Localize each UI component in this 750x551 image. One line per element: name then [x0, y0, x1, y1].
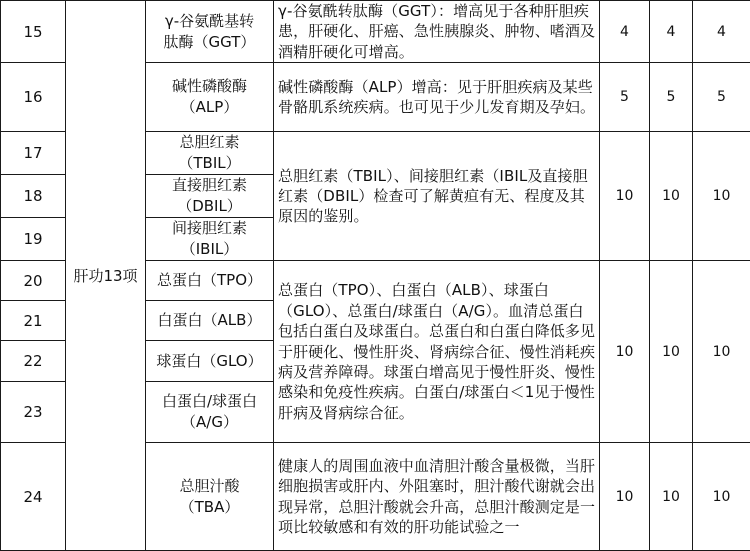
item-description: 总胆红素（TBIL）、间接胆红素（IBIL及直接胆红素（DBIL）检查可了解黄疸有无、程度及其原因的鉴别。 — [274, 132, 600, 261]
row-number: 15 — [1, 1, 66, 63]
item-name: 总胆汁酸 （TBA） — [146, 443, 274, 551]
score-cell: 5 — [693, 63, 750, 132]
row-number: 23 — [1, 382, 66, 443]
score-cell: 10 — [600, 261, 650, 443]
score-cell: 10 — [650, 132, 693, 261]
item-name: γ-谷氨酰基转 肽酶（GGT） — [146, 1, 274, 63]
item-name: 球蛋白（GLO） — [146, 341, 274, 382]
item-name: 白蛋白（ALB） — [146, 301, 274, 341]
row-number: 17 — [1, 132, 66, 175]
item-name: 白蛋白/球蛋白 （A/G） — [146, 382, 274, 443]
item-description: 总蛋白（TPO）、白蛋白（ALB）、球蛋白（GLO）、总蛋白/球蛋白（A/G）。血清总蛋白包括白蛋白及球蛋白。总蛋白和白蛋白降低多见于肝硬化、慢性肝炎、肾病综合征、慢性消耗疾病及营养障碍。球蛋白增高见于慢性肝炎、慢性感染和免疫性疾病。白蛋白/球蛋白＜1见于慢性肝病及肾病综合征。 — [274, 261, 600, 443]
table-row — [1, 1, 750, 63]
score-cell: 10 — [650, 443, 693, 551]
item-name: 总蛋白（TPO） — [146, 261, 274, 301]
item-name: 总胆红素 （TBIL） — [146, 132, 274, 175]
score-cell: 10 — [600, 132, 650, 261]
item-name: 间接胆红素 （IBIL） — [146, 218, 274, 261]
item-description: 健康人的周围血液中血清胆汁酸含量极微，当肝细胞损害或肝内、外阻塞时，胆汁酸代谢就会出现异常，总胆汁酸就会升高，总胆汁酸测定是一项比较敏感和有效的肝功能试验之一 — [274, 443, 600, 551]
item-name: 碱性磷酸酶 （ALP） — [146, 63, 274, 132]
score-cell: 4 — [600, 1, 650, 63]
score-cell: 10 — [650, 261, 693, 443]
row-number: 19 — [1, 218, 66, 261]
score-cell: 4 — [693, 1, 750, 63]
row-number: 18 — [1, 175, 66, 218]
row-number: 20 — [1, 261, 66, 301]
row-number: 24 — [1, 443, 66, 551]
row-number: 16 — [1, 63, 66, 132]
item-description: γ-谷氨酰转肽酶（GGT）：增高见于各种肝胆疾患，肝硬化、肝癌、急性胰腺炎、肿物、嗜酒及酒精肝硬化可增高。 — [274, 1, 600, 63]
score-cell: 10 — [600, 443, 650, 551]
row-number: 21 — [1, 301, 66, 341]
score-cell: 5 — [650, 63, 693, 132]
row-number: 22 — [1, 341, 66, 382]
item-description: 碱性磷酸酶（ALP）增高：见于肝胆疾病及某些骨骼肌系统疾病。也可见于少儿发育期及孕妇。 — [274, 63, 600, 132]
group-label: 肝功13项 — [66, 1, 146, 551]
score-cell: 10 — [693, 132, 750, 261]
item-name: 直接胆红素 （DBIL） — [146, 175, 274, 218]
score-cell: 4 — [650, 1, 693, 63]
score-cell: 5 — [600, 63, 650, 132]
score-cell: 10 — [693, 443, 750, 551]
score-cell: 10 — [693, 261, 750, 443]
